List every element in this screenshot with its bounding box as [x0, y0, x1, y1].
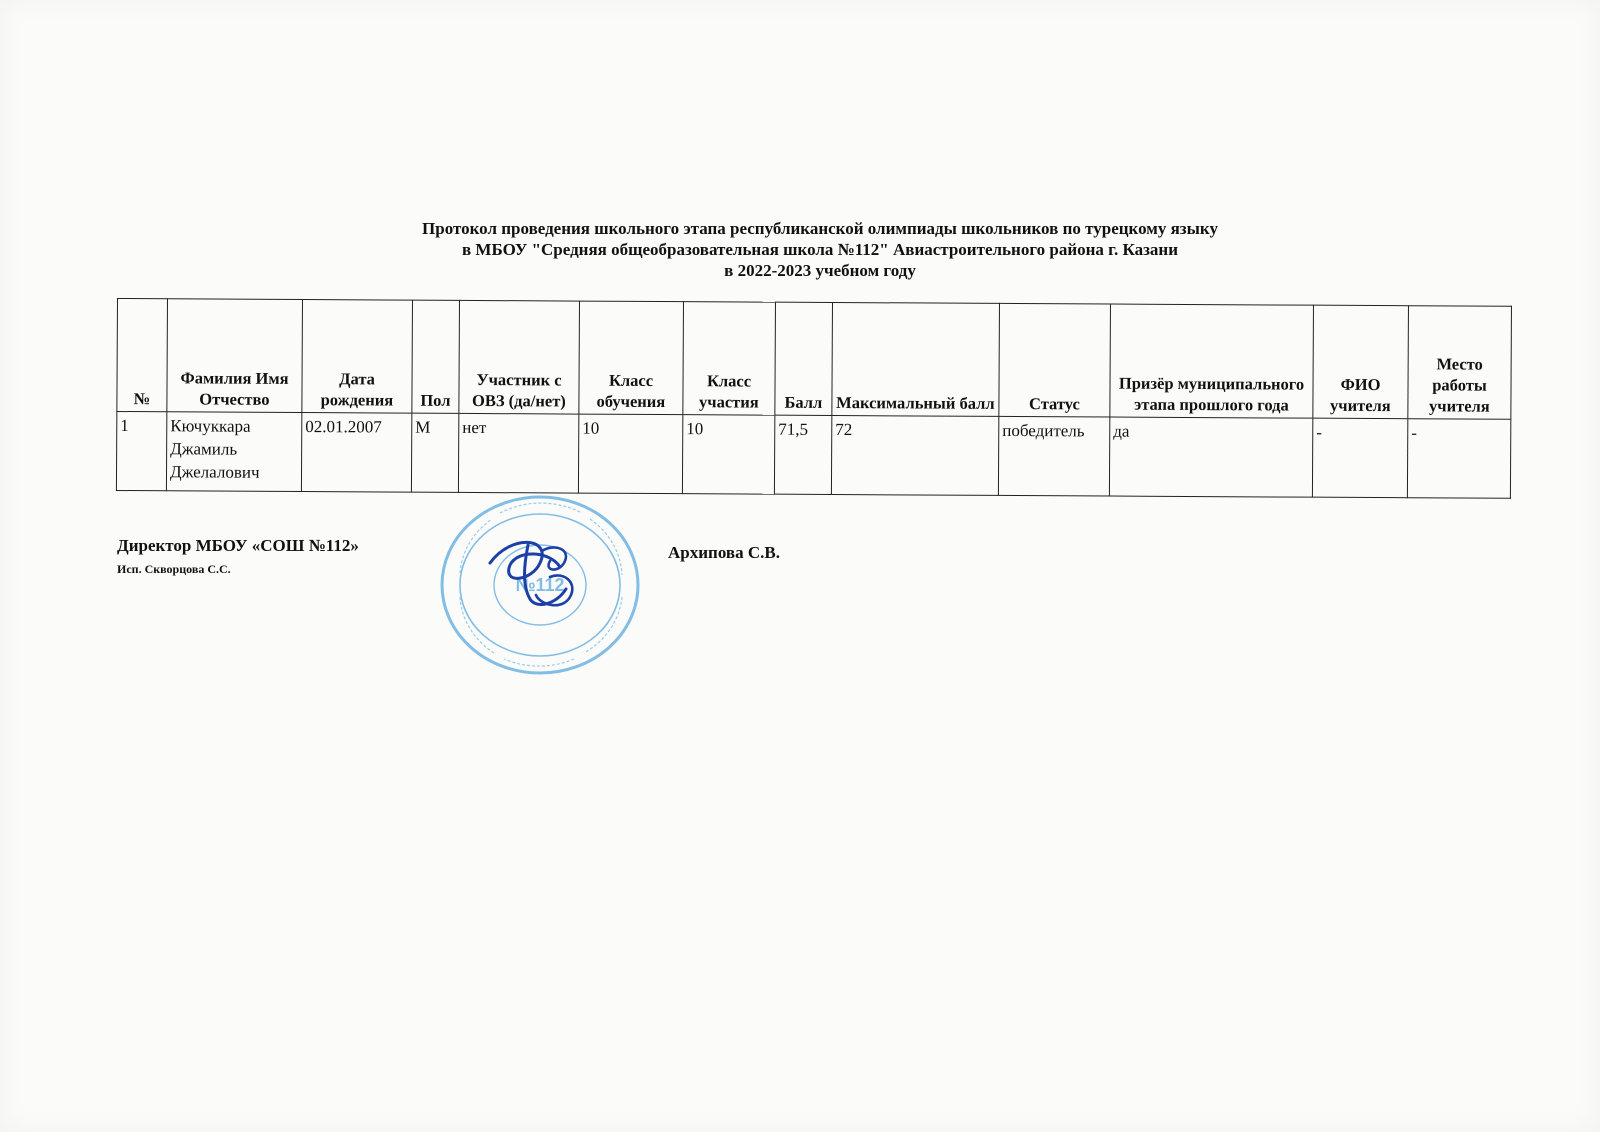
cell-class-participation: 10: [682, 415, 774, 495]
cell-score: 71,5: [774, 415, 831, 494]
cell-ovz: нет: [458, 413, 578, 493]
results-table: [116, 298, 1512, 499]
cell-birth-date: 02.01.2007: [301, 413, 411, 493]
col-full-name: Фамилия Имя Отчество: [167, 299, 303, 413]
title-line-1: Протокол проведения школьного этапа республиканской олимпиады школьников по турецкому языку: [422, 219, 1218, 238]
cell-teacher-name: -: [1312, 418, 1407, 498]
cell-full-name: Кючуккара Джамиль Джелалович: [166, 412, 301, 492]
title-line-2: в МБОУ "Средняя общеобразовательная школа №112" Авиастроительного района г. Казани: [461, 240, 1178, 259]
handwritten-signature: [490, 542, 572, 605]
director-title: Директор МБОУ «СОШ №112»: [117, 536, 359, 555]
signatory-name: Архипова С.В.: [668, 543, 780, 562]
col-prev-winner: Призёр муниципального этапа прошлого года: [1110, 304, 1314, 418]
cell-teacher-workplace: -: [1407, 419, 1510, 499]
col-birth-date: Дата рождения: [302, 300, 413, 414]
document-title: [120, 218, 1520, 281]
table-row: [116, 412, 1510, 499]
col-teacher-workplace: Место работы учителя: [1408, 306, 1512, 420]
col-sex: Пол: [412, 300, 460, 413]
cell-max-score: 72: [831, 415, 998, 495]
col-status: Статус: [999, 303, 1111, 417]
col-class-participation: Класс участия: [683, 302, 776, 416]
seal-center-text: №112: [515, 575, 565, 595]
col-teacher-name: ФИО учителя: [1313, 305, 1409, 419]
executor-line: Исп. Скворцова С.С.: [117, 562, 231, 576]
col-number: №: [117, 299, 168, 412]
table-header-row: [117, 299, 1512, 420]
col-ovz: Участник с ОВЗ (да/нет): [459, 300, 580, 414]
cell-class-study: 10: [578, 414, 682, 494]
official-seal-stamp: [432, 493, 652, 683]
title-line-3: в 2022-2023 учебном году: [724, 261, 916, 280]
cell-status: победитель: [998, 416, 1109, 496]
col-max-score: Максимальный балл: [832, 302, 1000, 416]
cell-prev-winner: да: [1109, 417, 1312, 497]
col-class-study: Класс обучения: [579, 301, 684, 415]
cell-sex: М: [411, 413, 458, 492]
cell-number: 1: [116, 412, 166, 491]
col-score: Балл: [775, 302, 833, 415]
